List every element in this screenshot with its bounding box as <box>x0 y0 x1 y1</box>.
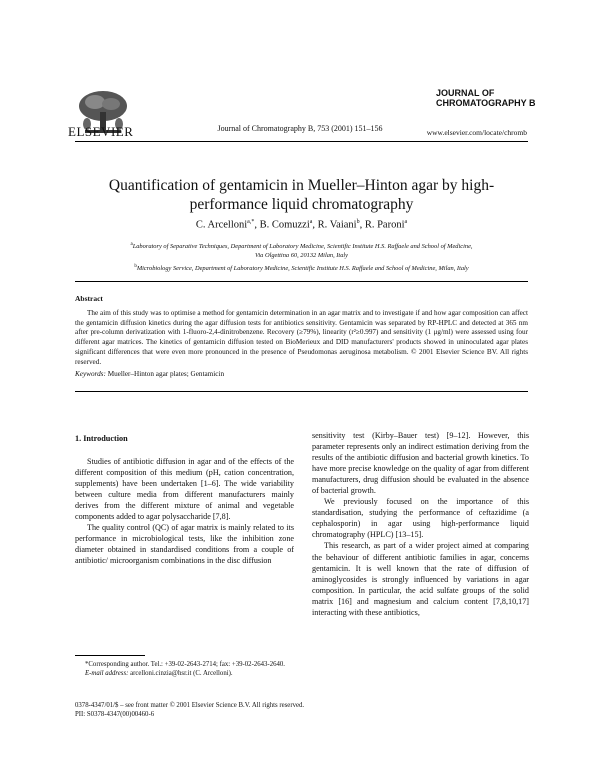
section-heading-introduction: 1. Introduction <box>75 434 128 443</box>
journal-name-line1: JOURNAL OF <box>436 88 495 98</box>
right-column <box>312 430 529 618</box>
corresponding-author-note: *Corresponding author. Tel.: +39-02-2643-2714; fax: +39-02-2643-2640. <box>85 661 285 668</box>
abstract-heading: Abstract <box>75 294 103 303</box>
email-line <box>75 669 294 678</box>
footnote <box>75 660 294 678</box>
pii-line: PII: S0378-4347(00)00460-6 <box>75 711 155 718</box>
author-name: B. Comuzzi <box>259 219 310 231</box>
author-name: C. Arcelloni <box>195 219 248 231</box>
author-marker: a <box>309 219 313 225</box>
paragraph: The quality control (QC) of agar matrix is mainly related to its performance in microbiological tests, like the inhibition zone diameter obtained in standardised conditions from a couple of antibiotic/ microorganism combinations in the disc diffusion <box>75 523 294 566</box>
paragraph: We previously focused on the importance of this standardisation, studying the performance of ceftazidime (a cephalosporin) in agar using high-performance liquid chromatography (HPLC) [13–15]. <box>312 497 529 540</box>
paragraph: sensitivity test (Kirby–Bauer test) [9–12]. However, this parameter represents only an indirect estimation deriving from the results of the antibiotic diffusion and bacterial growth kinetics. To have more precise knowledge on the quality of agar from different manufacturers, drug diffusion should be evaluated in the absence of bacterial growth. <box>312 431 529 496</box>
author-marker: b <box>356 219 360 225</box>
copyright-block <box>75 701 528 719</box>
abstract-text: The aim of this study was to optimise a method for gentamicin determination in an agar matrix and to investigate if and how agar composition can affect the gentamicin diffusion kinetics during the agar diffusion tests for antibiotics sensitivity. Gentamicin was separated by RP-HPLC and detected at 365 nm after pre-column derivatization with 1-fluoro-2,4-dinitrobenzene. Recovery (≥79%), linearity (r²≥0.997) and sensitivity (1 μg/ml) were assessed using four different agar matrices. The kinetics of gentamicin diffusion tested on BioMerieux and DID manufacturers' products showed in uninoculated agar plates significant differences that were even more pronounced in the presence of Pseudomonas aeruginosa metabolism. © 2001 Elsevier Science BV. All rights reserved. <box>75 309 528 366</box>
abstract-bottom-rule <box>75 391 528 392</box>
header-rule <box>75 141 528 142</box>
author-marker: a,* <box>247 219 255 225</box>
title-line2: performance liquid chromatography <box>189 196 414 213</box>
author-list: C. Arcelloni$^{a,*}$, B. Comuzzi$^a$, R. Vaiani$^b$, R. Paroni$^a$ <box>195 219 408 231</box>
title-line1: Quantification of gentamicin in Mueller–Hinton agar by high- <box>108 177 495 194</box>
affiliation-a-line1: Laboratory of Separative Techniques, Department of Laboratory Medicine, Scientific Institute H.S. Raffaele and School of Medicine, <box>132 243 473 251</box>
author-marker: a <box>404 219 408 225</box>
paragraph: Studies of antibiotic diffusion in agar and of the effects of the different composition of this medium (pH, cation concentration, supplements) have been undertaken [1–6]. The wide variability between culture media from different manufacturers mainly derives from the different mixture of animal and vegetable components added to agar polysaccharide [7,8]. <box>75 457 294 522</box>
author-name: R. Paroni <box>364 219 405 231</box>
keywords <box>75 370 528 378</box>
affiliation-a-line2: Via Olgettina 60, 20132 Milan, Italy <box>254 252 349 260</box>
publisher-name: ELSEVIER <box>68 124 134 139</box>
left-column <box>75 456 294 566</box>
email-address[interactable]: arcelloni.cinzia@hsr.it (C. Arcelloni). <box>130 670 233 677</box>
footnote-rule <box>75 655 145 656</box>
keywords-label: Keywords: <box>75 370 106 378</box>
copyright-line: 0378-4347/01/$ – see front matter © 2001 Elsevier Science B.V. All rights reserved. <box>75 702 305 709</box>
journal-name <box>436 88 556 108</box>
journal-citation: Journal of Chromatography B, 753 (2001) 151–156 <box>217 124 383 133</box>
affiliation-a: $^a$Laboratory of Separative Techniques, Department of Laboratory Medicine, Scientific Institute H.S. Raffaele and School of Medicine, Via Olgettina 60, 20132 Milan, Italy <box>130 242 473 260</box>
journal-url[interactable]: www.elsevier.com/locate/chromb <box>426 128 527 137</box>
journal-name-line2: CHROMATOGRAPHY B <box>436 98 536 108</box>
article-title <box>75 176 528 214</box>
keywords-list: Mueller–Hinton agar plates; Gentamicin <box>107 370 225 378</box>
abstract-top-rule <box>75 281 528 282</box>
paragraph: This research, as part of a wider project aimed at comparing the behaviour of different antibiotic families in agar, concerns gentamicin. It is well known that the rate of diffusion of aminoglycosides is strongly influenced by variations in agar composition. In particular, the acid sulfate groups of the solid matrix [16] and magnesium and calcium content [7,8,10,17] interacting with these antibiotics, <box>312 541 529 617</box>
affiliation-b-text: Microbiology Service, Department of Laboratory Medicine, Scientific Institute H.S. Raffaele and School of Medicine, Milan, Italy <box>136 265 469 273</box>
author-name: R. Vaiani <box>317 219 357 231</box>
email-label: E-mail address: <box>85 670 129 677</box>
affiliation-b: $^b$Microbiology Service, Department of Laboratory Medicine, Scientific Institute H.S. Raffaele and School of Medicine, Milan, Italy <box>134 264 469 273</box>
